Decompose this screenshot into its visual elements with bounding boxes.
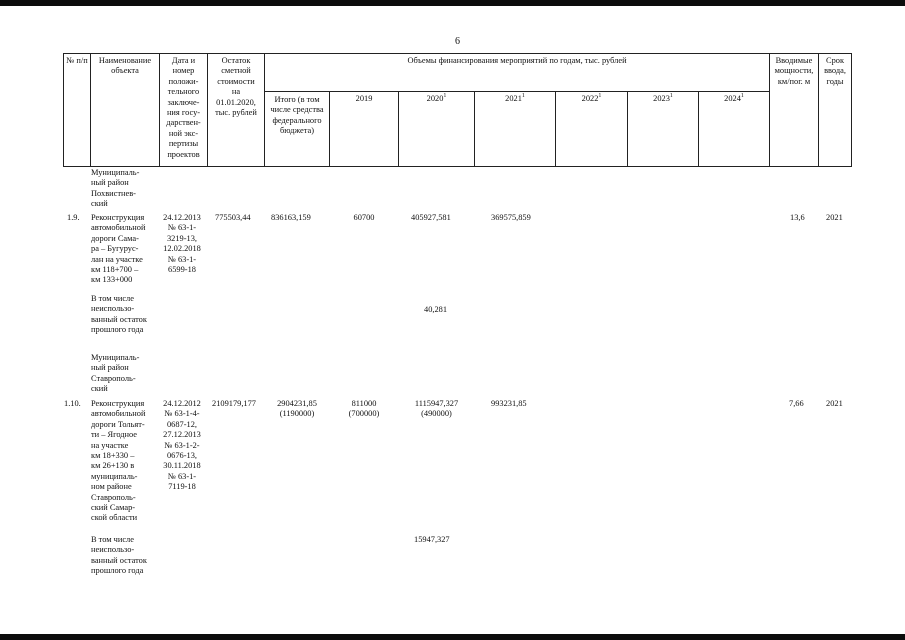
unused-label: В том числе неиспользо- ванный остаток прошлого года [91,535,147,576]
row-total: 836163,159 [271,213,311,222]
row-num: 1.9. [67,213,80,222]
header-volumes: Объемы финансирования мероприятий по годам, тыс. рублей [407,56,627,65]
col-border [63,53,64,167]
header-2024: 2024$^1$ [724,93,744,103]
row-remain: 2109179,177 [212,399,256,408]
row-name: Реконструкция автомобильной дороги Тольят- ти – Ягодное на участке км 18+330 – км 26+130 в муниципаль- ном районе Ставрополь- ский Самар- ской области [91,399,146,523]
row-2019: 811000 (700000) [348,399,380,419]
header-remain: Остаток сметной стоимости на 01.01.2020, тыс. рублей [215,56,257,118]
row-capacity: 13,6 [790,213,805,222]
scan-border-bottom [0,634,905,640]
row-2019: 60700 [353,213,375,222]
row-date: 24.12.2012 № 63-1-4- 0687-12, 27.12.2013 № 63-1-2- 0676-13, 30.11.2018 № 63-1- 7119-18 [163,399,201,492]
scan-border-top [0,0,905,6]
row-num: 1.10. [64,399,81,408]
row-total: 2904231,85 (1190000) [277,399,317,419]
header-total: Итого (в том числе средства федерального бюджета) [270,95,324,136]
row-name: Реконструкция автомобильной дороги Сама- ра – Бугурус- лан на участке км 118+700 – км 133+000 [91,213,146,285]
header-2023: 2023$^1$ [653,93,673,103]
row-2021: 993231,85 [491,399,527,408]
header-date: Дата и номер положи- тельного заключе- ния госу- дарствен- ной экс- пертизы проектов [166,56,201,159]
header-2022: 2022$^1$ [581,93,602,103]
header-term: Срок ввода, годы [824,56,846,86]
section-title: Муниципаль- ный район Похвистнев- ский [91,168,140,209]
section-title: Муниципаль- ный район Ставрополь- ский [91,353,140,394]
header-bottom-border [63,166,851,167]
unused-2020: 40,281 [424,305,448,314]
header-2019: 2019 [355,94,373,103]
header-2021: 2021$^1$ [505,93,525,103]
header-2020: 2020$^1$ [426,93,447,103]
unused-2020: 15947,327 [414,535,450,544]
row-term: 2021 [826,399,843,408]
row-remain: 775503,44 [215,213,251,222]
row-2020: 1115947,327 (490000) [414,399,459,419]
page-number: 6 [455,36,460,47]
header-num: № п/п [66,56,88,65]
row-date: 24.12.2013 № 63-1- 3219-13, 12.02.2018 № 63-1- 6599-18 [163,213,201,275]
row-2020: 405927,581 [411,213,451,222]
col-border [851,53,852,167]
row-capacity: 7,66 [789,399,804,408]
volumes-subheader-line [264,91,769,92]
row-2021: 369575,859 [491,213,531,222]
unused-label: В том числе неиспользо- ванный остаток прошлого года [91,294,147,335]
table-top-border [63,53,851,54]
header-name: Наименование объекта [98,56,152,76]
header-capacity: Вводимые мощности, км/пог. м [774,56,814,86]
row-term: 2021 [826,213,843,222]
